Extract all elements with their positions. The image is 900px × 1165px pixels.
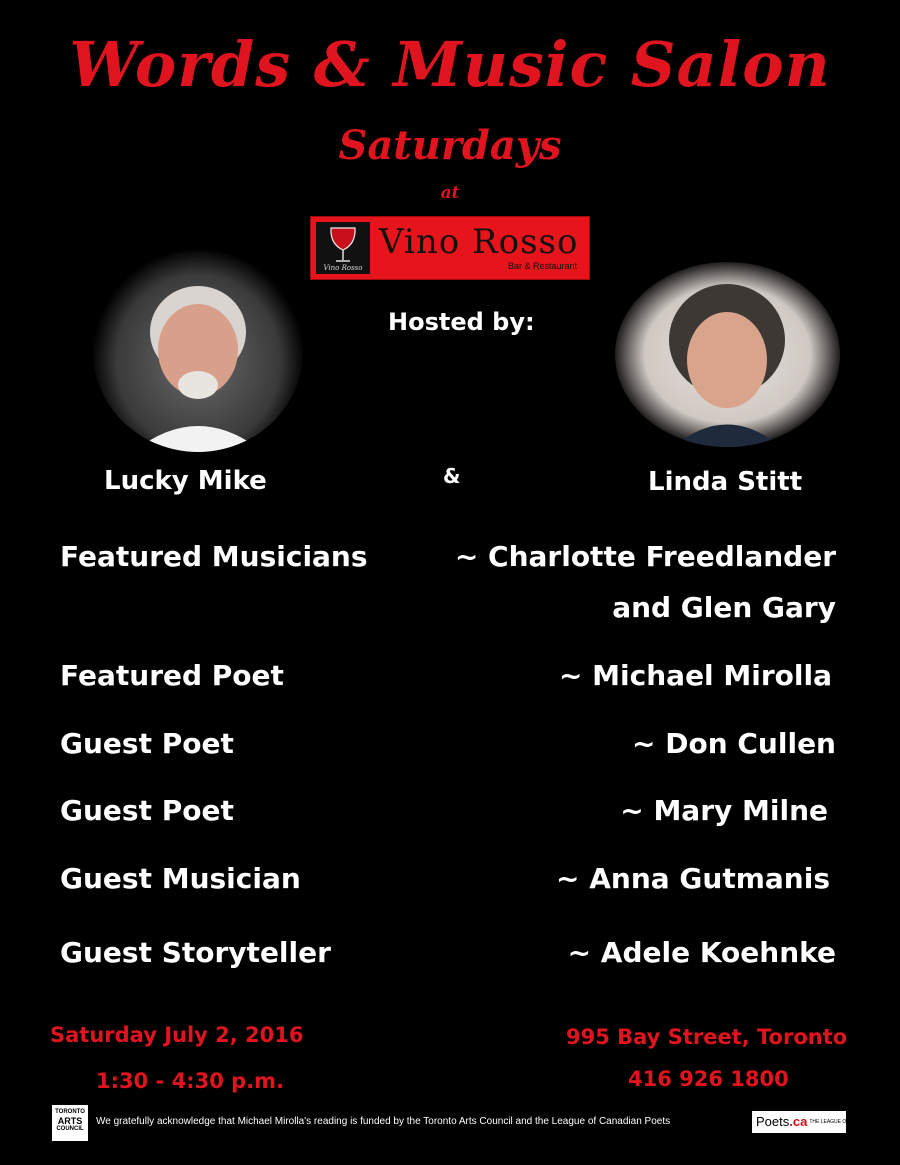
host-name-right: Linda Stitt (648, 467, 803, 497)
host-name-left: Lucky Mike (104, 466, 267, 496)
funding-acknowledgement: We gratefully acknowledge that Michael Mirolla's reading is funded by the Toronto Arts Council and the League of Canadian Poets (96, 1116, 671, 1127)
event-address: 995 Bay Street, Toronto (566, 1025, 848, 1049)
tac-logo-line: COUNCIL (56, 1126, 84, 1132)
logo-venue-sub: Bar & Restaurant (507, 261, 577, 271)
lineup-name: ~ Don Cullen (632, 727, 836, 760)
lineup-name-continued: and Glen Gary (612, 591, 836, 624)
poets-logo-ca: .ca (789, 1114, 808, 1129)
event-date: Saturday July 2, 2016 (50, 1023, 304, 1047)
poster-title: Words & Music Salon (69, 28, 831, 101)
hosts-ampersand: & (443, 464, 461, 488)
tac-logo-line: ARTS (57, 1116, 83, 1126)
poster-subtitle: Saturdays (338, 122, 562, 169)
lineup-role: Guest Musician (60, 862, 301, 895)
lineup-role: Featured Poet (60, 659, 284, 692)
poets-logo-small: THE LEAGUE OF CANADIAN POETS (809, 1119, 895, 1126)
poets-logo-main: Poets (756, 1114, 790, 1129)
poets-ca-logo (752, 1111, 895, 1133)
tac-logo-line: TORONTO (55, 1109, 85, 1115)
hosted-by-label: Hosted by: (388, 308, 535, 336)
at-label: at (440, 183, 460, 203)
lineup-role: Guest Poet (60, 794, 234, 827)
lineup-name: ~ Anna Gutmanis (556, 862, 830, 895)
logo-mark-caption: Vino Rosso (323, 264, 363, 272)
logo-venue-name: Vino Rosso (379, 222, 579, 262)
lineup-name: ~ Michael Mirolla (558, 659, 832, 692)
host-photo-lucky-mike (93, 250, 303, 452)
event-phone: 416 926 1800 (628, 1067, 789, 1091)
lineup-name: ~ Mary Milne (620, 794, 828, 827)
lineup-role: Featured Musicians (60, 540, 368, 573)
toronto-arts-council-logo (52, 1105, 88, 1141)
wine-glass-icon (316, 222, 370, 274)
lineup-name: ~ Adele Koehnke (567, 936, 836, 969)
lineup-name: ~ Charlotte Freedlander (454, 540, 836, 573)
lineup-role: Guest Poet (60, 727, 234, 760)
lineup-role: Guest Storyteller (60, 936, 331, 969)
host-photo-linda-stitt (615, 262, 840, 447)
vino-rosso-logo (310, 216, 590, 280)
event-time: 1:30 - 4:30 p.m. (96, 1069, 284, 1093)
